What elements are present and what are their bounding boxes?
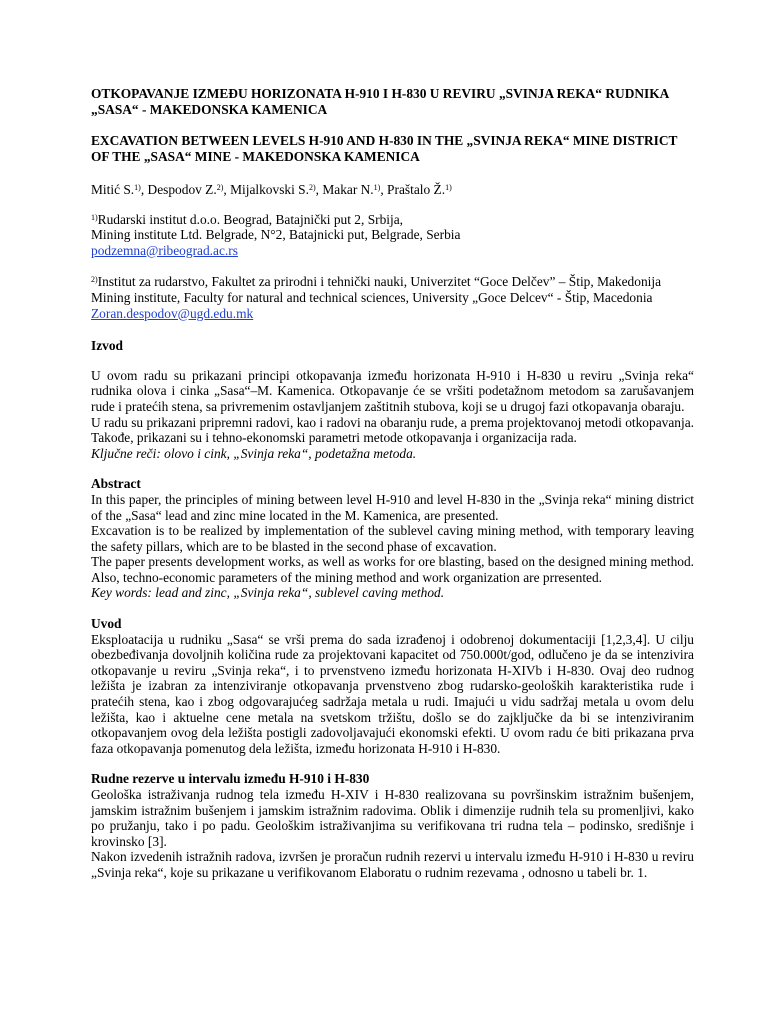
paragraph: U radu su prikazani pripremni radovi, kao i radovi na obaranju rude, a prema projektovanoj metodi otkopavanja. Takođe, prikazani su i tehno-ekonomski parametri metode otkopavanja i organizacija rada. <box>91 414 694 446</box>
paragraph: Eksploatacija u rudniku „Sasa“ se vrši prema do sada izrađenoj i odobrenoj dokumentaciji [1,2,3,4]. U cilju obezbeđivanja dovoljnih količina rude za projektovani kapacitet od 750.000t/god, odlučeno je da se intenzivira otkopavanje u reviru „Svinja reka“, i to prvenstveno između horizonata H-XIVb i H-830. Ovaj deo rudnog ležišta je izabran za intenziviranje otkopavanja prvenstveno zbog rudarsko-geoloških karakteristika rude i pratećih stena, kao i zbog odgovarajućeg sadržaja metala u rudi. Imajući u vidu sadržaj metala u ovom delu ležišta, kao i aktuelne cene metala na svetskom tržištu, došlo se do zajključke da bi se intenziviranim otkopavanjem ovog dela ležišta postigli zadovoljavajući ekonomski efekti. U ovom radu će biti prikazana prva faza otkopavanja pomenutog dela ležišta, između horizonata H-910 i H-830. <box>91 631 694 756</box>
section-heading-izvod: Izvod <box>91 338 123 354</box>
title-serbian: OTKOPAVANJE IZMEĐU HORIZONATA H-910 I H-830 U REVIRU „SVINJA REKA“ RUDNIKA „SASA“ - MAKEDONSKA KAMENICA <box>91 86 669 117</box>
author-affiliation-mark: 1) <box>445 183 452 192</box>
email-link[interactable]: Zoran.despodov@ugd.edu.mk <box>91 305 254 321</box>
author: Despodov Z.$^{2)}$, <box>147 182 231 197</box>
paragraph: The paper presents development works, as well as works for ore blasting, based on the designed mining method. Also, techno-economic parameters of the mining method and work organization are prresented. <box>91 554 694 585</box>
author-affiliation-mark: 2) <box>308 183 316 192</box>
page-content <box>91 86 694 881</box>
author-affiliation-mark: 1) <box>373 183 381 192</box>
author: Praštalo Ž.$^{1)}$ <box>387 182 452 197</box>
email-link[interactable]: podzemna@ribeograd.ac.rs <box>91 242 238 258</box>
paragraph: Nakon izvedenih istražnih radova, izvršen je proračun rudnih rezervi u intervalu između H-910 i H-830 u reviru „Svinja reka“, koje su prikazane u verifikovanom Elaboratu o rudnim rezevama , odnosno u tabeli br. 1. <box>91 849 694 880</box>
abstract-body <box>91 492 694 601</box>
title-english: EXCAVATION BETWEEN LEVELS H-910 AND H-830 IN THE „SVINJA REKA“ MINE DISTRICT OF THE „SASA“ MINE - MAKEDONSKA KAMENICA <box>91 133 678 164</box>
paragraph: Excavation is to be realized by implementation of the sublevel caving mining method, with temporary leaving the safety pillars, which are to be blasted in the second phase of excavation. <box>91 523 694 554</box>
izvod-body <box>91 368 694 462</box>
keywords: Ključne reči: olovo i cink, „Svinja reka“, podetažna metoda. <box>91 445 417 461</box>
keywords: Key words: lead and zinc, „Svinja reka“, sublevel caving method. <box>91 585 445 601</box>
affiliation-2: $^{2)}$Institut za rudarstvo, Fakultet za prirodni i tehnički nauki, Univerzitet “Goce Delčev” – Štip, Makedonija Mining institute, Faculty for natural and technical sciences, University „Goce Delcev“ - Štip, Macedonia Zoran.despodov@ugd.edu.mk <box>91 274 662 321</box>
author-list <box>91 182 694 198</box>
author: Mijalkovski S.$^{2)}$, <box>230 182 323 197</box>
author: Mitić S.$^{1)}$, <box>91 182 148 197</box>
paragraph: U ovom radu su prikazani principi otkopavanja između horizonata H-910 i H-830 u reviru „Svinja reka“ rudnika olova i cinka „Sasa“–M. Kamenica. Otkopavanje će se vršiti podetažnom metodom sa zarušavanjem rude i pratećih stena, sa privremenim ostavljanjem zaštitnih stubova, koji se u drugoj fazi otkopavanja obaraju. <box>91 367 694 414</box>
author-affiliation-mark: 2) <box>216 183 224 192</box>
author: Makar N.$^{1)}$, <box>322 182 388 197</box>
author-affiliation-mark: 1) <box>134 183 141 192</box>
affiliation-1: $^{1)}$Rudarski institut d.o.o. Beograd, Batajnički put 2, Srbija, Mining institute Ltd. Belgrade, N°2, Batajnicki put, Belgrade, Serbia podzemna@ribeograd.ac.rs <box>91 211 461 258</box>
affiliation-mark: 2) <box>91 275 98 285</box>
section-heading-uvod: Uvod <box>91 616 122 632</box>
section-heading-rudne-rezerve: Rudne rezerve u intervalu između H-910 i H-830 <box>91 771 370 787</box>
section-heading-abstract: Abstract <box>91 476 141 492</box>
affiliation-mark: 1) <box>91 212 98 222</box>
paragraph: In this paper, the principles of mining between level H-910 and level H-830 in the „Svinja reka“ mining district of the „Sasa“ lead and zinc mine located in the M. Kamenica, are presented. <box>91 491 694 523</box>
paragraph: Geološka istraživanja rudnog tela između H-XIV i H-830 realizovana su površinskim istražnim bušenjem, jamskim istražnim bušenjem i jamskim istražnim radovima. Oblik i dimenzije rudnih tela su promenljivi, kako po pružanju, tako i po padu. Geološkim istraživanjima su verifikovana tri rudna tela – podinsko, središnje i krovinsko [3]. <box>91 787 694 849</box>
